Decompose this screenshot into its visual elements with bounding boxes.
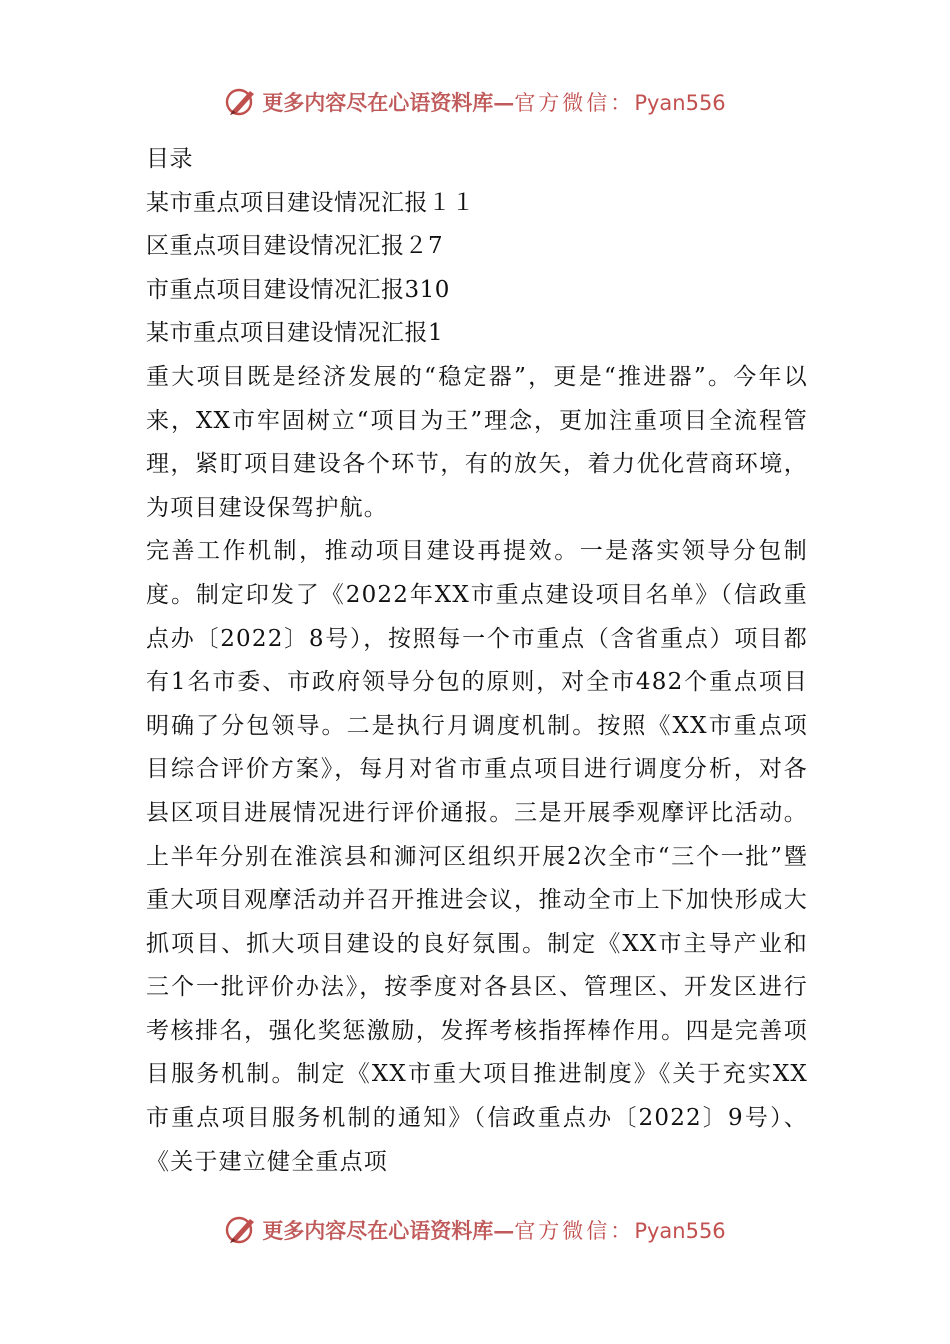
watermark-footer: [0, 1210, 950, 1250]
document-body: [146, 138, 808, 1184]
paragraph-mechanism: 完善工作机制，推动项目建设再提效。一是落实领导分包制度。制定印发了《2022年XX市重点建设项目名单》（信政重点办〔2022〕8号），按照每一个市重点（含省重点）项目都有1名市委、市政府领导分包的原则，对全市482个重点项目明确了分包领导。二是执行月调度机制。按照《XX市重点项目综合评价方案》，每月对省市重点项目进行调度分析，对各县区项目进展情况进行评价通报。三是开展季观摩评比活动。上半年分别在淮滨县和浉河区组织开展2次全市“三个一批”暨重大项目观摩活动并召开推进会议，推动全市上下加快形成大抓项目、抓大项目建设的良好氛围。制定《XX市主导产业和三个一批评价办法》，按季度对各县区、管理区、开发区进行考核排名，强化奖惩激励，发挥考核指挥棒作用。四是完善项目服务机制。制定《XX市重大项目推进制度》《关于充实XX市重点项目服务机制的通知》（信政重点办〔2022〕9号）、《关于建立健全重点项: [146, 538, 808, 1175]
paragraph-intro: 重大项目既是经济发展的“稳定器”，更是“推进器”。今年以来，XX市牢固树立“项目为王”理念，更加注重项目全流程管理，紧盯项目建设各个环节，有的放矢，着力优化营商环境，为项目建设保驾护航。: [146, 363, 808, 521]
watermark-wechat-id: Pyan556: [634, 1219, 726, 1243]
watermark-official: 官方微信：: [514, 1219, 635, 1243]
toc-item: 某市重点项目建设情况汇报１１: [146, 189, 475, 216]
toc-item: 某市重点项目建设情况汇报1: [146, 320, 444, 347]
watermark-text: [262, 1215, 725, 1245]
pen-logo-icon: [224, 1213, 258, 1247]
watermark-header: [0, 82, 950, 122]
toc-item: 市重点项目建设情况汇报310: [146, 276, 450, 303]
toc-item: 区重点项目建设情况汇报２7: [146, 233, 444, 260]
watermark-text: [262, 87, 725, 117]
pen-logo-icon: [224, 85, 258, 119]
watermark-library: 更多内容尽在心语资料库—: [262, 90, 515, 115]
watermark-library: 更多内容尽在心语资料库—: [262, 1218, 515, 1243]
watermark-wechat-id: Pyan556: [634, 91, 726, 115]
watermark-official: 官方微信：: [514, 91, 635, 115]
toc-title: 目录: [146, 146, 193, 172]
